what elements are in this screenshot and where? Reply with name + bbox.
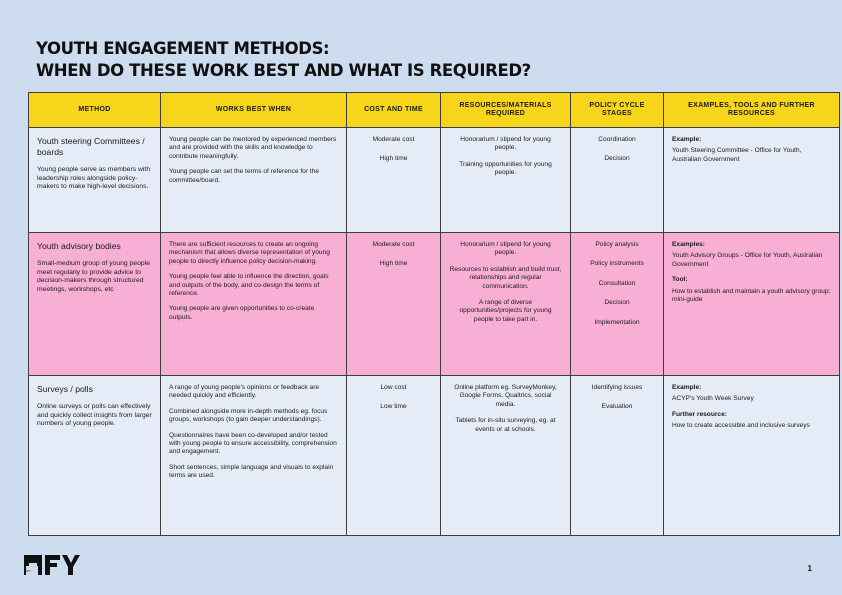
afy-logo bbox=[24, 555, 82, 577]
cost-cell bbox=[347, 128, 441, 233]
resource-text: Online platform eg. SurveyMonkey, Google Forms, Qualtrics, social media. bbox=[454, 384, 557, 408]
example-link[interactable]: Youth Steering Committee - Office for Youth, Australian Government bbox=[672, 147, 802, 163]
title-line-1: YOUTH ENGAGEMENT METHODS: bbox=[36, 39, 330, 58]
time-text: High time bbox=[379, 260, 408, 268]
cost-text: Moderate cost bbox=[372, 136, 415, 143]
time-text: High time bbox=[379, 155, 408, 163]
table-header-row bbox=[29, 93, 840, 128]
tool-heading: Tool: bbox=[672, 276, 688, 284]
method-name: Youth advisory bodies bbox=[37, 241, 121, 251]
method-name: Surveys / polls bbox=[37, 384, 93, 394]
resource-text: Tablets for in-situ surveying, eg. at events or at schools. bbox=[455, 417, 556, 433]
stage-text: Consultation bbox=[598, 279, 636, 287]
cost-text: Low cost bbox=[380, 384, 407, 391]
method-cell bbox=[29, 128, 161, 233]
resources-cell bbox=[441, 233, 571, 376]
resource-text: Training opportunities for young people. bbox=[459, 160, 552, 177]
method-cell bbox=[29, 233, 161, 376]
table-row bbox=[29, 233, 840, 376]
works-text: Short sentences, simple language and visuals to explain terms are used. bbox=[169, 463, 334, 480]
title-line-2: WHEN DO THESE WORK BEST AND WHAT IS REQUIRED? bbox=[36, 61, 531, 80]
works-best-cell bbox=[161, 128, 347, 233]
cost-text: Moderate cost bbox=[372, 241, 415, 248]
header-examples: EXAMPLES, TOOLS AND FURTHER RESOURCES bbox=[664, 93, 840, 128]
resources-cell bbox=[441, 376, 571, 536]
resource-text: Honorarium / stipend for young people. bbox=[460, 136, 551, 152]
example-heading: Examples: bbox=[672, 241, 705, 248]
logo-text: AFY bbox=[25, 569, 31, 573]
stages-cell bbox=[571, 376, 664, 536]
stage-text: Decision bbox=[604, 155, 630, 163]
method-description: Small-medium group of young people meet regularly to provide advice to decision-makers through structured meetings, workshops, etc bbox=[37, 260, 150, 293]
header-cost-time: COST AND TIME bbox=[347, 93, 441, 128]
methods-table bbox=[28, 92, 840, 536]
example-heading: Example: bbox=[672, 136, 702, 143]
stage-text: Policy analysis bbox=[595, 241, 639, 248]
method-cell bbox=[29, 376, 161, 536]
page-title bbox=[36, 38, 531, 82]
page-number: 1 bbox=[807, 564, 812, 573]
resource-text: Resources to establish and build trust, relationships and regular communication. bbox=[449, 265, 562, 290]
header-resources: RESOURCES/MATERIALS REQUIRED bbox=[441, 93, 571, 128]
afy-logo-icon bbox=[24, 555, 82, 577]
stage-text: Decision bbox=[604, 299, 630, 307]
cost-cell bbox=[347, 376, 441, 536]
works-text: Young people are given opportunities to co-create outputs. bbox=[169, 305, 315, 321]
works-best-cell bbox=[161, 233, 347, 376]
stages-cell bbox=[571, 128, 664, 233]
works-text: Young people can be mentored by experienced members and are provided with the skills and knowledge to contribute meaningfully. bbox=[169, 136, 337, 160]
further-resource-link[interactable]: How to create accessible and inclusive surveys bbox=[672, 422, 810, 430]
method-description: Young people serve as members with leadership roles alongside policy-makers to make high-level decisions. bbox=[37, 166, 151, 191]
time-text: Low time bbox=[380, 403, 407, 411]
resource-text: A range of diverse opportunities/projects for young people to take part in. bbox=[459, 299, 552, 323]
stage-text: Coordination bbox=[598, 136, 636, 143]
examples-cell bbox=[664, 233, 840, 376]
method-name: Youth steering Committees / boards bbox=[37, 136, 145, 157]
header-policy-stages: POLICY CYCLE STAGES bbox=[571, 93, 664, 128]
works-text: Young people feel able to influence the direction, goals and outputs of the body, and co-design the terms of reference. bbox=[169, 273, 329, 298]
examples-cell bbox=[664, 376, 840, 536]
works-text: There are sufficient resources to create an ongoing mechanism that allows diverse representation of young people to directly influence policy decision-making. bbox=[169, 241, 330, 265]
header-works-best: WORKS BEST WHEN bbox=[161, 93, 347, 128]
method-description: Online surveys or polls can effectively and quickly collect insights from larger numbers of young people. bbox=[37, 403, 152, 428]
stage-text: Policy instruments bbox=[590, 260, 644, 268]
works-text: Questionnaires have been co-developed and/or tested with young people to ensure accessibility, comprehension and engagement. bbox=[169, 431, 337, 456]
works-best-cell bbox=[161, 376, 347, 536]
resource-text: Honorarium / stipend for young people. bbox=[460, 241, 551, 257]
further-resource-heading: Further resource: bbox=[672, 410, 727, 418]
works-text: Combined alongside more in-depth methods eg. focus groups, workshops (to gain deeper understandings). bbox=[169, 407, 328, 424]
example-link[interactable]: Youth Advisory Groups - Office for Youth, Australian Government bbox=[672, 252, 823, 268]
table-row bbox=[29, 376, 840, 536]
example-link[interactable]: ACYP's Youth Week Survey bbox=[672, 395, 754, 403]
works-text: Young people can set the terms of reference for the committee/board. bbox=[169, 168, 320, 184]
header-method: METHOD bbox=[29, 93, 161, 128]
stage-text: Evaluation bbox=[601, 403, 633, 411]
resources-cell bbox=[441, 128, 571, 233]
tool-link[interactable]: How to establish and maintain a youth advisory group: mini-guide bbox=[672, 287, 831, 304]
stage-text: Implementation bbox=[594, 318, 640, 326]
examples-cell bbox=[664, 128, 840, 233]
table-row bbox=[29, 128, 840, 233]
stages-cell bbox=[571, 233, 664, 376]
stage-text: Identifying issues bbox=[591, 384, 643, 391]
cost-cell bbox=[347, 233, 441, 376]
example-heading: Example: bbox=[672, 384, 702, 391]
works-text: A range of young people's opinions or feedback are needed quickly and efficiently. bbox=[169, 384, 320, 400]
